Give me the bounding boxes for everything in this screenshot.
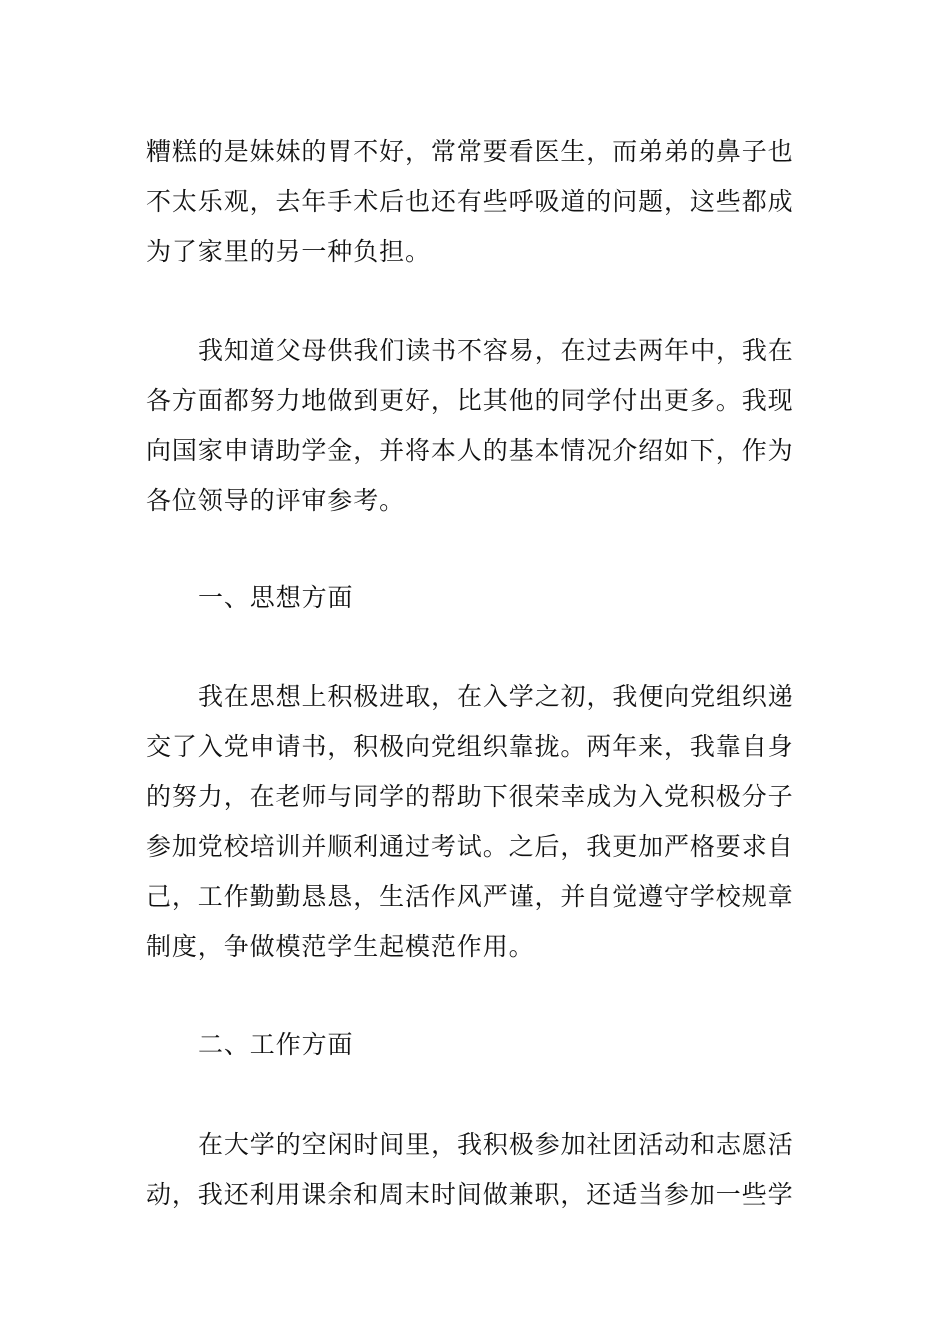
- text-line: 糟糕的是妹妹的胃不好，常常要看医生，而弟弟的鼻子也: [146, 137, 794, 166]
- text-line: 我在思想上积极进取，在入学之初，我便向党组织递: [198, 682, 794, 711]
- section-heading-thought: [146, 573, 806, 623]
- section-heading-work: [146, 1020, 806, 1070]
- paragraph-work: [146, 1120, 806, 1220]
- text-line: 向国家申请助学金，并将本人的基本情况介绍如下，作为: [146, 436, 794, 465]
- text-line: 制度，争做模范学生起模范作用。: [146, 932, 535, 961]
- text-line: 各位领导的评审参考。: [146, 486, 406, 515]
- paragraph-application-intro: [146, 326, 806, 526]
- paragraph-family-burden: [146, 127, 806, 277]
- text-line: 参加党校培训并顺利通过考试。之后，我更加严格要求自: [146, 832, 794, 861]
- paragraph-thought: [146, 672, 806, 972]
- text-line: 在大学的空闲时间里，我积极参加社团活动和志愿活: [198, 1130, 794, 1159]
- text-line: 动，我还利用课余和周末时间做兼职，还适当参加一些学: [146, 1180, 794, 1209]
- text-line: 各方面都努力地做到更好，比其他的同学付出更多。我现: [146, 386, 794, 415]
- text-line: 我知道父母供我们读书不容易，在过去两年中，我在: [198, 336, 794, 365]
- text-line: 为了家里的另一种负担。: [146, 237, 431, 266]
- text-line: 交了入党申请书，积极向党组织靠拢。两年来，我靠自身: [146, 732, 794, 761]
- text-line: 的努力，在老师与同学的帮助下很荣幸成为入党积极分子: [146, 782, 794, 811]
- text-line: 不太乐观，去年手术后也还有些呼吸道的问题，这些都成: [146, 187, 794, 216]
- heading-text: 一、思想方面: [198, 583, 354, 612]
- text-line: 己，工作勤勤恳恳，生活作风严谨，并自觉遵守学校规章: [146, 882, 794, 911]
- heading-text: 二、工作方面: [198, 1030, 354, 1059]
